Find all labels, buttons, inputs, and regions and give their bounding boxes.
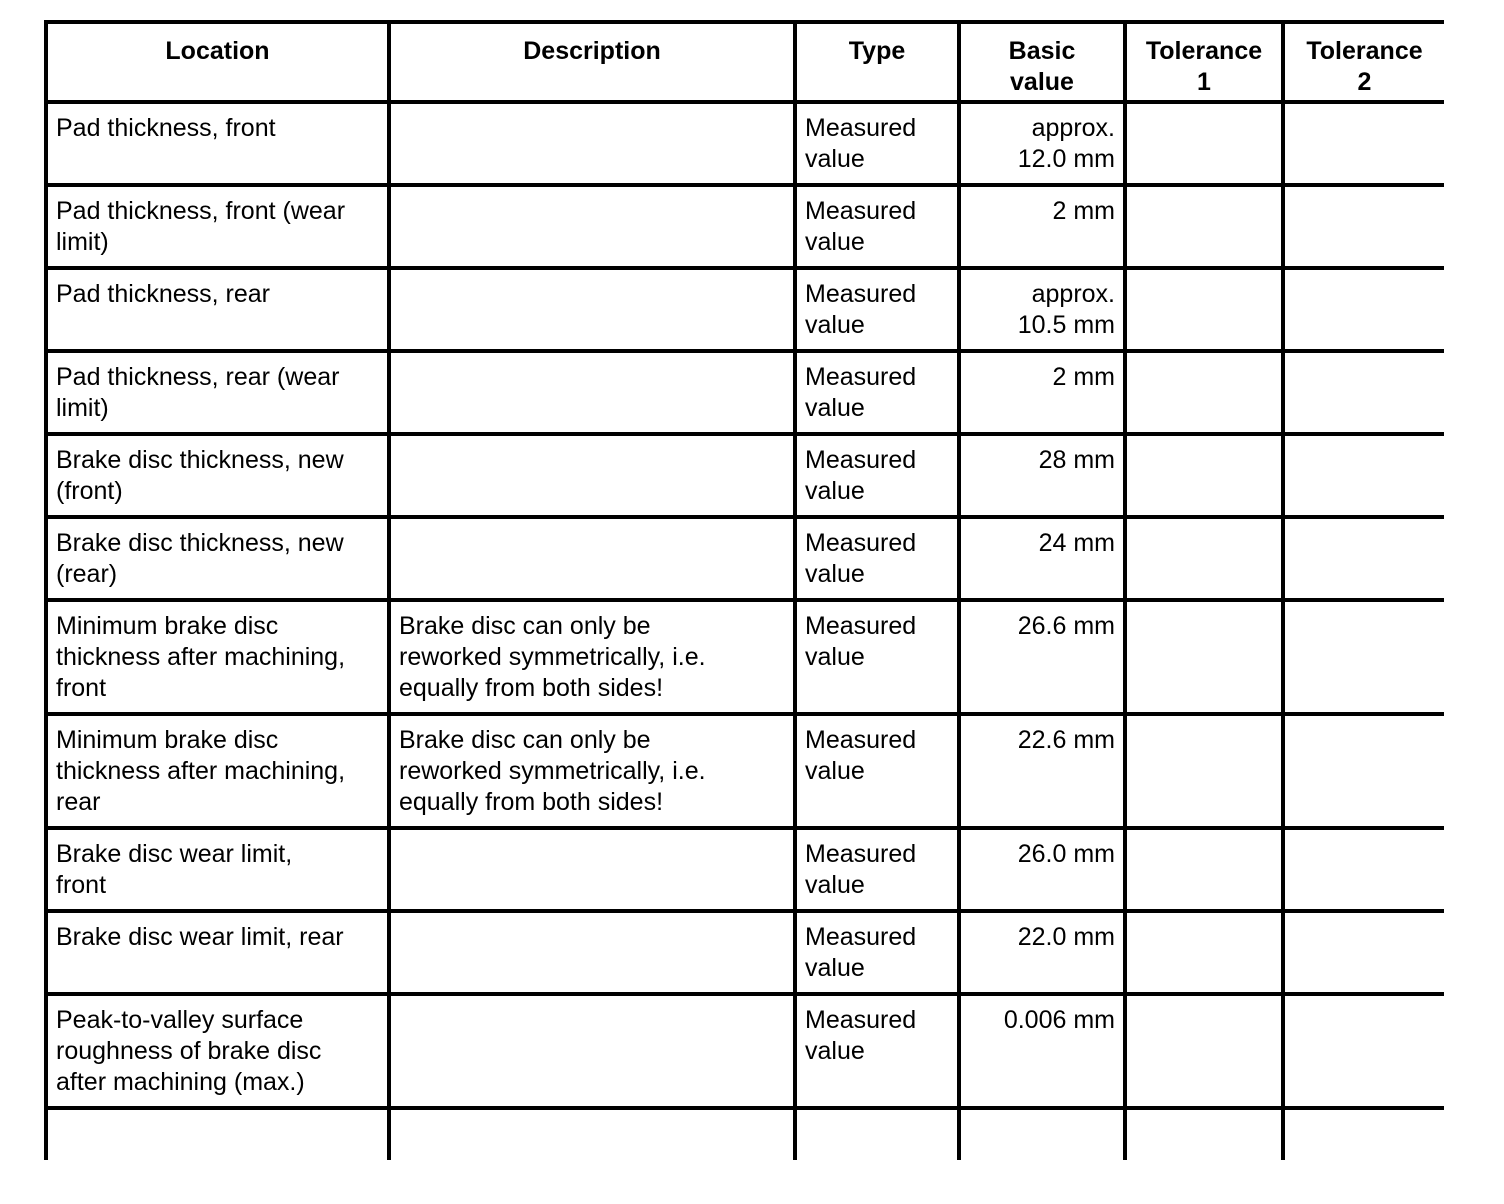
cell-basic-value: approx. 12.0 mm [959,102,1125,185]
table-row [46,351,1444,434]
cell-tolerance-1 [1125,351,1283,434]
cell-tolerance-2 [1283,268,1444,351]
cell-description [389,102,795,185]
table-row [46,1108,1444,1160]
cell-basic-value: 28 mm [959,434,1125,517]
cell-type: Measured value [795,911,959,994]
cell-tolerance-2 [1283,714,1444,828]
cell-tolerance-2 [1283,517,1444,600]
cell-location: Brake disc wear limit, rear [46,911,389,994]
cell-basic-value: 2 mm [959,351,1125,434]
header-basic-value: Basic value [959,22,1125,102]
cell-tolerance-1 [1125,268,1283,351]
cell-basic-value: 22.6 mm [959,714,1125,828]
cell-description [389,1108,795,1160]
cell-tolerance-2 [1283,351,1444,434]
cell-location: Minimum brake disc thickness after machining, rear [46,714,389,828]
cell-type: Measured value [795,517,959,600]
table-row [46,102,1444,185]
cell-location: Pad thickness, front (wear limit) [46,185,389,268]
cell-type [795,1108,959,1160]
cell-tolerance-2 [1283,102,1444,185]
brake-spec-table [44,20,1444,1160]
table-row [46,600,1444,714]
cell-basic-value: 2 mm [959,185,1125,268]
cell-tolerance-2 [1283,185,1444,268]
cell-tolerance-2 [1283,434,1444,517]
cell-description [389,911,795,994]
cell-type: Measured value [795,828,959,911]
cell-description [389,268,795,351]
cell-tolerance-1 [1125,185,1283,268]
table-row [46,828,1444,911]
cell-tolerance-1 [1125,517,1283,600]
table-row [46,911,1444,994]
table-row [46,994,1444,1108]
header-row [46,22,1444,102]
table-row [46,434,1444,517]
cell-type: Measured value [795,185,959,268]
cell-tolerance-2 [1283,600,1444,714]
cell-tolerance-2 [1283,828,1444,911]
cell-tolerance-1 [1125,600,1283,714]
cell-type: Measured value [795,994,959,1108]
table-row [46,517,1444,600]
cell-type: Measured value [795,600,959,714]
cell-tolerance-1 [1125,911,1283,994]
cell-type: Measured value [795,714,959,828]
cell-basic-value: 22.0 mm [959,911,1125,994]
cell-location: Brake disc thickness, new (front) [46,434,389,517]
cell-basic-value: 0.006 mm [959,994,1125,1108]
header-type: Type [795,22,959,102]
cell-tolerance-1 [1125,1108,1283,1160]
header-tolerance-2: Tolerance 2 [1283,22,1444,102]
cell-description: Brake disc can only be reworked symmetrically, i.e. equally from both sides! [389,714,795,828]
cell-tolerance-2 [1283,994,1444,1108]
cell-location: Pad thickness, rear [46,268,389,351]
cell-location: Minimum brake disc thickness after machining, front [46,600,389,714]
cell-description [389,828,795,911]
cell-description: Brake disc can only be reworked symmetrically, i.e. equally from both sides! [389,600,795,714]
cell-description [389,185,795,268]
cell-location: Pad thickness, rear (wear limit) [46,351,389,434]
cell-basic-value: 26.6 mm [959,600,1125,714]
cell-type: Measured value [795,268,959,351]
cell-description [389,517,795,600]
cell-type: Measured value [795,434,959,517]
cell-location: Brake disc wear limit, front [46,828,389,911]
cell-location [46,1108,389,1160]
cell-description [389,434,795,517]
header-description: Description [389,22,795,102]
table-row [46,714,1444,828]
cell-tolerance-1 [1125,994,1283,1108]
cell-basic-value: approx. 10.5 mm [959,268,1125,351]
cell-basic-value: 24 mm [959,517,1125,600]
header-tolerance-1: Tolerance 1 [1125,22,1283,102]
cell-basic-value: 26.0 mm [959,828,1125,911]
spec-table-container [44,20,1444,1160]
cell-basic-value [959,1108,1125,1160]
cell-tolerance-1 [1125,828,1283,911]
cell-tolerance-1 [1125,102,1283,185]
cell-tolerance-1 [1125,434,1283,517]
header-location: Location [46,22,389,102]
table-row [46,268,1444,351]
cell-description [389,351,795,434]
cell-location: Pad thickness, front [46,102,389,185]
cell-tolerance-2 [1283,1108,1444,1160]
cell-location: Brake disc thickness, new (rear) [46,517,389,600]
cell-location: Peak-to-valley surface roughness of brake disc after machining (max.) [46,994,389,1108]
cell-tolerance-2 [1283,911,1444,994]
cell-type: Measured value [795,351,959,434]
table-row [46,185,1444,268]
cell-type: Measured value [795,102,959,185]
cell-description [389,994,795,1108]
cell-tolerance-1 [1125,714,1283,828]
